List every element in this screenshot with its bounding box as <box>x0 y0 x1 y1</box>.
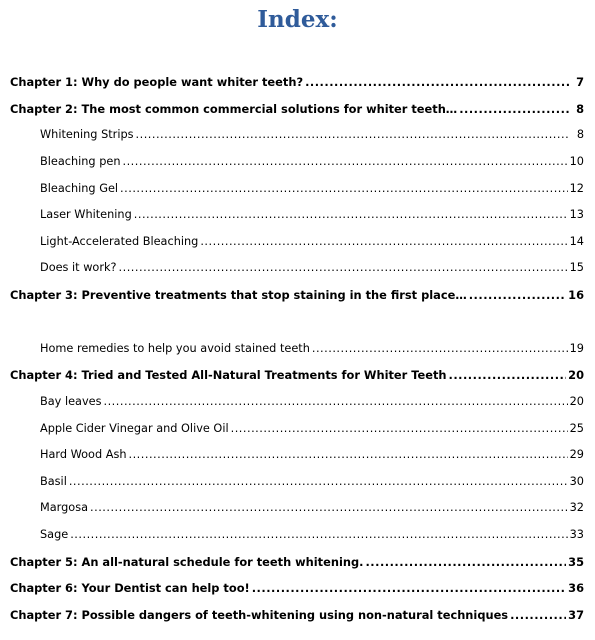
toc-page-number: 8 <box>576 102 584 116</box>
dot-leader <box>134 207 568 223</box>
toc-entry-label: Whitening Strips <box>40 128 134 141</box>
toc-page-number: 15 <box>569 261 584 274</box>
toc-page-number: 10 <box>569 155 584 168</box>
toc-entry-label: Chapter 3: Preventive treatments that stop staining in the first place… <box>10 288 467 302</box>
toc-chapter-entry[interactable] <box>10 287 584 303</box>
toc-section-entry[interactable] <box>10 474 584 490</box>
dot-leader <box>305 74 570 90</box>
toc-section-entry[interactable] <box>10 341 584 357</box>
toc-entry-label: Hard Wood Ash <box>40 448 127 461</box>
dot-leader <box>90 500 568 516</box>
toc-page-number: 12 <box>569 182 584 195</box>
toc-chapter-entry[interactable] <box>10 580 584 596</box>
dot-leader <box>469 287 566 303</box>
dot-leader <box>449 367 567 383</box>
toc-entry-label: Home remedies to help you avoid stained teeth <box>40 342 310 355</box>
dot-leader <box>312 341 568 357</box>
toc-section-entry[interactable] <box>10 527 584 543</box>
dot-leader <box>129 447 568 463</box>
toc-section-entry[interactable] <box>10 207 584 223</box>
dot-leader <box>69 474 568 490</box>
page-title: Index: <box>257 6 338 33</box>
toc-chapter-entry[interactable] <box>10 367 584 383</box>
toc-page-number: 16 <box>568 288 584 302</box>
toc-section-entry[interactable] <box>10 181 584 197</box>
toc-entry-label: Chapter 7: Possible dangers of teeth-whitening using non-natural techniques <box>10 608 509 622</box>
toc-entry-label: Chapter 5: An all-natural schedule for teeth whitening. <box>10 555 364 569</box>
toc-entry-label: Light-Accelerated Bleaching <box>40 235 199 248</box>
dot-leader <box>70 527 567 543</box>
dot-leader <box>510 607 566 623</box>
toc-entry-label: Sage <box>40 528 69 541</box>
toc-entry-label: Bleaching Gel <box>40 182 119 195</box>
dot-leader <box>459 101 570 117</box>
toc-entry-label: Basil <box>40 475 67 488</box>
toc-page-number: 33 <box>569 528 584 541</box>
toc-entry-label: Bay leaves <box>40 395 102 408</box>
toc-section-entry[interactable] <box>10 260 584 276</box>
toc-entry-label: Bleaching pen <box>40 155 121 168</box>
toc-section-entry[interactable] <box>10 500 584 516</box>
dot-leader <box>200 234 567 250</box>
toc-page-number: 35 <box>568 555 584 569</box>
toc-page-number: 32 <box>569 501 584 514</box>
toc-section-entry[interactable] <box>10 234 584 250</box>
toc-entry-label: Margosa <box>40 501 89 514</box>
toc-entry-label: Does it work? <box>40 261 117 274</box>
toc-entry-label: Chapter 1: Why do people want whiter teeth? <box>10 75 304 89</box>
toc-page-number: 8 <box>576 128 584 141</box>
dot-leader <box>365 554 566 570</box>
toc-entry-label: Apple Cider Vinegar and Olive Oil <box>40 422 229 435</box>
dot-leader <box>252 580 566 596</box>
toc-page-number: 36 <box>568 581 584 595</box>
dot-leader <box>119 260 568 276</box>
dot-leader <box>122 154 567 170</box>
toc-section-entry[interactable] <box>10 127 584 143</box>
toc-chapter-entry[interactable] <box>10 74 584 90</box>
toc-chapter-entry[interactable] <box>10 101 584 117</box>
toc-entry-label: Chapter 2: The most common commercial solutions for whiter teeth… <box>10 102 458 116</box>
toc-chapter-entry[interactable] <box>10 554 584 570</box>
toc-page-number: 20 <box>569 395 584 408</box>
toc-section-entry[interactable] <box>10 154 584 170</box>
toc-entry-label: Chapter 4: Tried and Tested All-Natural Treatments for Whiter Teeth <box>10 368 447 382</box>
dot-leader <box>136 127 570 143</box>
toc-page-number: 29 <box>569 448 584 461</box>
toc-chapter-entry[interactable] <box>10 607 584 623</box>
dot-leader <box>231 421 568 437</box>
toc-page-number: 14 <box>569 235 584 248</box>
toc-section-entry[interactable] <box>10 447 584 463</box>
toc-section-entry[interactable] <box>10 421 584 437</box>
toc-page-number: 20 <box>568 368 584 382</box>
toc-page-number: 37 <box>568 608 584 622</box>
toc-entry-label: Chapter 6: Your Dentist can help too! <box>10 581 250 595</box>
dot-leader <box>120 181 568 197</box>
toc-page-number: 25 <box>569 422 584 435</box>
toc-page-number: 13 <box>569 208 584 221</box>
dot-leader <box>103 394 567 410</box>
toc-page-number: 7 <box>576 75 584 89</box>
toc-entry-label: Laser Whitening <box>40 208 132 221</box>
toc-section-entry[interactable] <box>10 394 584 410</box>
toc-page-number: 30 <box>569 475 584 488</box>
toc-page-number: 19 <box>569 342 584 355</box>
